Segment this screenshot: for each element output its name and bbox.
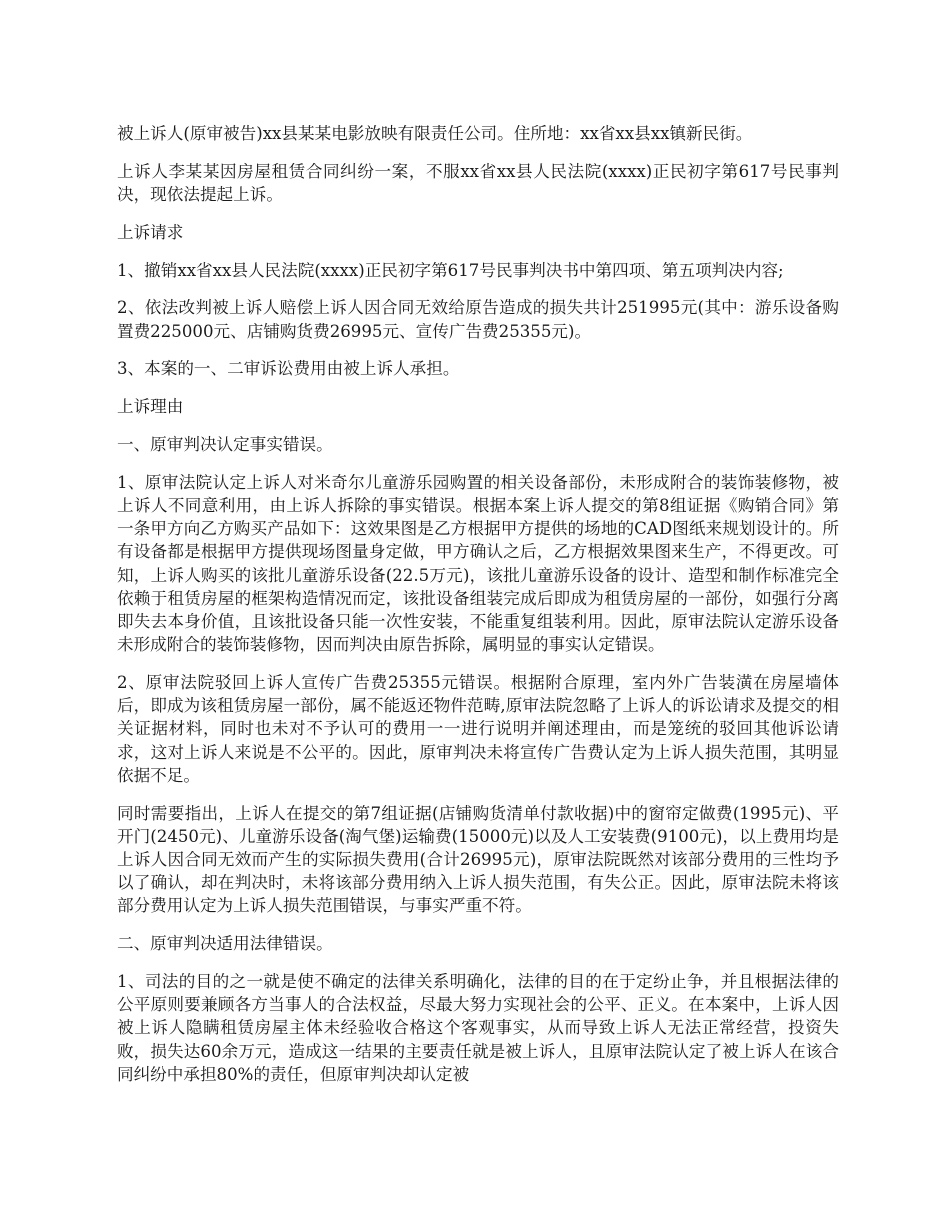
- reason-1-point-2: 2、原审法院驳回上诉人宣传广告费25355元错误。根据附合原理，室内外广告装潢在房屋墙体后，即成为该租赁房屋一部份，属不能返还物件范畴,原审法院忽略了上诉人的诉讼请求及提交的相关证据材料，同时也未对不予认可的费用一一进行说明并阐述理由，而是笼统的驳回其他诉讼请求，这对上诉人来说是不公平的。因此，原审判决未将宣传广告费认定为上诉人损失范围，其明显依据不足。: [117, 673, 839, 785]
- reason-1-addendum: 同时需要指出，上诉人在提交的第7组证据(店铺购货清单付款收据)中的窗帘定做费(1995元)、平开门(2450元)、儿童游乐设备(淘气堡)运输费(15000元)以及人工安装费(9100元)，以上费用均是上诉人因合同无效而产生的实际损失费用(合计26995元)，原审法院既然对该部分费用的三性均予以了确认，却在判决时，未将该部分费用纳入上诉人损失范围，有失公正。因此，原审法院未将该部分费用认定为上诉人损失范围错误，与事实严重不符。: [117, 803, 839, 916]
- reason-section-1-title: 一、原审判决认定事实错误。: [117, 434, 333, 454]
- appeal-intro: 上诉人李某某因房屋租赁合同纠纷一案，不服xx省xx县人民法院(xxxx)正民初字第617号民事判决，现依法提起上诉。: [117, 161, 839, 204]
- request-item-1: 1、撤销xx省xx县人民法院(xxxx)正民初字第617号民事判决书中第四项、第五项判决内容;: [117, 260, 784, 280]
- request-item-2: 2、依法改判被上诉人赔偿上诉人因合同无效给原告造成的损失共计251995元(其中：游乐设备购置费225000元、店铺购货费26995元、宣传广告费25355元)。: [117, 298, 839, 341]
- party-appellee: 被上诉人(原审被告)xx县某某电影放映有限责任公司。住所地：xx省xx县xx镇新民街。: [117, 124, 753, 143]
- reason-section-2-title: 二、原审判决适用法律错误。: [117, 934, 333, 954]
- request-item-3: 3、本案的一、二审诉讼费用由被上诉人承担。: [117, 359, 460, 379]
- reason-1-point-1: 1、原审法院认定上诉人对米奇尔儿童游乐园购置的相关设备部份，未形成附合的装饰装修物，被上诉人不同意利用，由上诉人拆除的事实错误。根据本案上诉人提交的第8组证据《购销合同》第一条甲方向乙方购买产品如下：这效果图是乙方根据甲方提供的场地的CAD图纸来规划设计的。所有设备都是根据甲方提供现场图量身定做，甲方确认之后，乙方根据效果图来生产，不得更改。可知，上诉人购买的该批儿童游乐设备(22.5万元)，该批儿童游乐设备的设计、造型和制作标准完全依赖于租赁房屋的框架构造情况而定，该批设备组装完成后即成为租赁房屋的一部份，如强行分离即失去本身价值，且该批设备只能一次性安装，不能重复组装利用。因此，原审法院认定游乐设备未形成附合的装饰装修物，因而判决由原告拆除，属明显的事实认定错误。: [117, 472, 839, 655]
- document-body: [117, 122, 839, 1101]
- reason-2-point-1: 1、司法的目的之一就是使不确定的法律关系明确化，法律的目的在于定纷止争，并且根据法律的公平原则要兼顾各方当事人的合法权益，尽最大努力实现社会的公平、正义。在本案中，上诉人因被上诉人隐瞒租赁房屋主体未经验收合格这个客观事实，从而导致上诉人无法正常经营，投资失败，损失达60余万元，造成这一结果的主要责任就是被上诉人，且原审法院认定了被上诉人在该合同纠纷中承担80%的责任，但原审判决却认定被: [117, 972, 839, 1084]
- heading-appeal-requests: 上诉请求: [117, 222, 184, 242]
- heading-appeal-reasons: 上诉理由: [117, 397, 184, 417]
